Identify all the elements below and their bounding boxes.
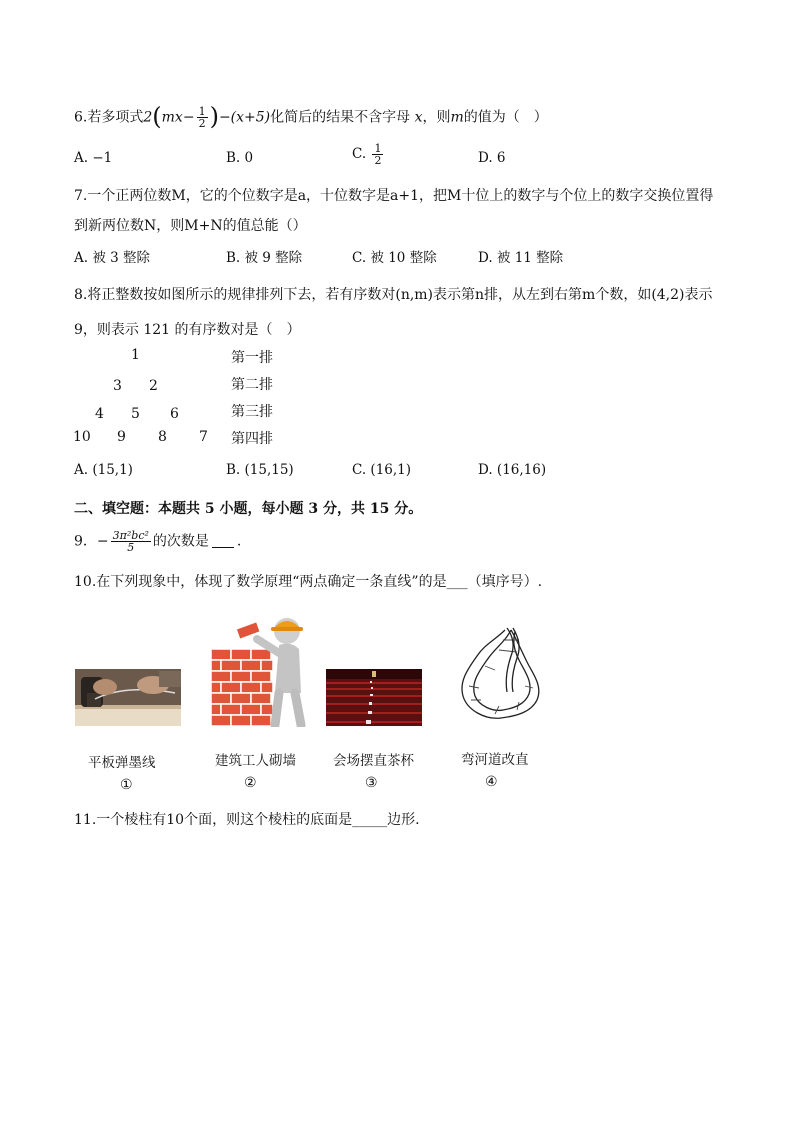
section-header-fill-in: 二、填空题：本题共 5 小题，每小题 3 分，共 15 分。 [74, 501, 423, 517]
fraction-one-half: $\frac{1}{2}$ [198, 105, 206, 130]
q8-option-d: D. (16,16) [478, 462, 547, 478]
triangle-number: 6 [170, 406, 179, 422]
question-6: 6.若多项式2(mx− $\frac{1}{2}$ )−(x+5)化简后的结果不含字母 x，则m的值为（ ） [74, 102, 548, 131]
q6-option-b: B. 0 [226, 150, 254, 166]
q8-option-b: B. (15,15) [226, 462, 294, 478]
option-mark-2: ② [244, 775, 257, 791]
ink-line-board-photo [75, 669, 181, 726]
question-10: 10.在下列现象中，体现了数学原理“两点确定一条直线”的是___（填序号）. [74, 574, 543, 590]
question-8-line1: 8.将正整数按如图所示的规律排列下去，若有序数对(n,m)表示第n排，从左到右第m个数，如(4,2)表示 [74, 287, 713, 303]
meeting-hall-photo [326, 669, 422, 726]
option-mark-3: ③ [365, 775, 378, 791]
question-9: 9．− $\frac{\text{3π²bc²}}{5}$ 的次数是 . [74, 529, 242, 554]
bricklayer-illustration [209, 609, 309, 727]
q6-option-c: C. $\frac{1}{2}$ [352, 142, 382, 167]
fraction-expression: $\frac{\text{3π²bc²}}{5}$ [112, 529, 149, 554]
option-mark-1: ① [120, 777, 133, 793]
option-mark-4: ④ [485, 774, 498, 790]
triangle-number: 4 [95, 406, 104, 422]
question-11: 11.一个棱柱有10个面，则这个棱柱的底面是_____边形. [74, 812, 420, 828]
q8-option-a: A. (15,1) [74, 462, 133, 478]
question-8-line2: 9，则表示 121 的有序数对是（ ） [74, 322, 301, 338]
triangle-number: 3 [113, 378, 122, 394]
triangle-number: 2 [149, 378, 158, 394]
caption-1: 平板弹墨线 [88, 755, 156, 771]
triangle-number: 9 [117, 429, 126, 445]
question-7-line2: 到新两位数N，则M+N的值总能（） [74, 218, 307, 234]
river-straightening-sketch [455, 626, 545, 726]
triangle-number: 5 [131, 406, 140, 422]
row-label-1: 第一排 [231, 350, 273, 366]
caption-4: 弯河道改直 [461, 752, 529, 768]
answer-blank[interactable] [212, 533, 234, 548]
caption-2: 建筑工人砌墙 [215, 753, 296, 769]
row-label-3: 第三排 [231, 404, 273, 420]
q6-option-a: A. −1 [74, 150, 113, 166]
q7-option-d: D. 被 11 整除 [478, 250, 564, 266]
caption-3: 会场摆直茶杯 [333, 753, 414, 769]
q6-option-d: D. 6 [478, 150, 506, 166]
triangle-number: 7 [199, 429, 208, 445]
q8-option-c: C. (16,1) [352, 462, 412, 478]
question-7-line1: 7.一个正两位数M，它的个位数字是a，十位数字是a+1，把M十位上的数字与个位上的数字交换位置得 [74, 188, 714, 204]
q7-option-b: B. 被 9 整除 [226, 250, 303, 266]
q7-option-c: C. 被 10 整除 [352, 250, 437, 266]
triangle-number: 8 [158, 429, 167, 445]
row-label-4: 第四排 [231, 431, 273, 447]
row-label-2: 第二排 [231, 377, 273, 393]
q7-option-a: A. 被 3 整除 [74, 250, 151, 266]
triangle-number: 10 [73, 429, 91, 445]
triangle-number: 1 [131, 347, 140, 363]
